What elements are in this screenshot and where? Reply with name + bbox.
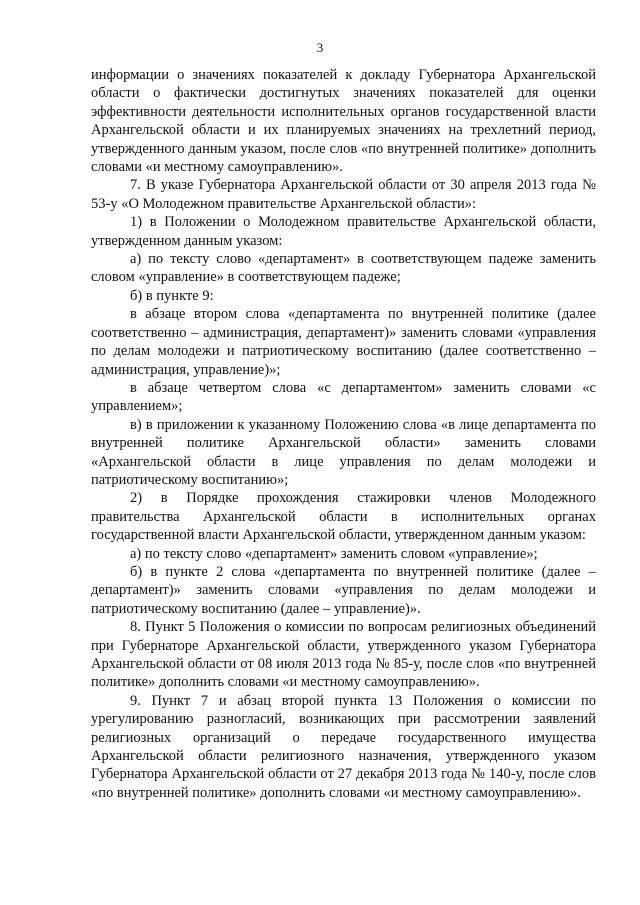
paragraph-subitem-2b: б) в пункте 2 слова «департамента по внутренней политике (далее – департамент)» заменить словами «управления по делам молодежи и патриотическому воспитанию (далее – управление)». xyxy=(91,563,596,617)
paragraph-subitem-1b-second: в абзаце втором слова «департамента по внутренней политике (далее соответственно – администрация, департамент)» заменить словами «управления по делам молодежи и патриотическому воспитанию (далее соответственно – администрация, управление)»; xyxy=(91,306,596,378)
paragraph-subitem-1a: а) по тексту слово «департамент» в соответствующем падеже заменить словом «управление» в соответствующем падеже; xyxy=(91,251,596,286)
paragraph-item-8: 8. Пункт 5 Положения о комиссии по вопросам религиозных объединений при Губернаторе Архангельской области, утвержденного указом Губернатора Архангельской области от 08 июля 2013 года № 85-у, после слов «по внутренней политике» дополнить словами «и местному самоуправлению». xyxy=(91,619,596,691)
paragraph-subitem-1b-fourth: в абзаце четвертом слова «с департаментом» заменить словами «с управлением»; xyxy=(91,379,596,415)
paragraph-subitem-1b: б) в пункте 9: xyxy=(130,287,214,304)
paragraph-subitem-2a: а) по тексту слово «департамент» заменить словом «управление»; xyxy=(130,545,538,562)
paragraph-continuation: информации о значениях показателей к докладу Губернатора Архангельской области о фактически достигнутых значениях показателей для оценки эффективности деятельности исполнительных органов государственной власти Архангельской области и их планируемых значениях на трехлетний период, утвержденного данным указом, после слов «по внутренней политике» дополнить словами «и местному самоуправлению». xyxy=(91,67,596,176)
paragraph-subitem-1c: в) в приложении к указанному Положению слова «в лице департамента по внутренней политике Архангельской области» заменить словами «Архангельской области в лице управления по делам молодежи и патриотическому воспитанию»; xyxy=(91,416,596,488)
paragraph-item-7: 7. В указе Губернатора Архангельской области от 30 апреля 2013 года № 53-у «О Молодежном правительстве Архангельской области»: xyxy=(91,177,596,212)
paragraph-subitem-1: 1) в Положении о Молодежном правительстве Архангельской области, утвержденном данным указом: xyxy=(91,214,596,249)
paragraph-item-9: 9. Пункт 7 и абзац второй пункта 13 Положения о комиссии по урегулированию разногласий, возникающих при рассмотрении заявлений религиозных организаций о передаче государственного имущества Архангельской области религиозного назначения, утвержденного указом Губернатора Архангельской области от 27 декабря 2013 года № 140-у, после слов «по внутренней политике» дополнить словами «и местному самоуправлению». xyxy=(91,692,596,801)
document-body xyxy=(91,66,596,802)
paragraph-subitem-2: 2) в Порядке прохождения стажировки членов Молодежного правительства Архангельской области в исполнительных органах государственной власти Архангельской области, утвержденном данным указом: xyxy=(91,490,596,544)
page-number: 3 xyxy=(316,40,324,55)
